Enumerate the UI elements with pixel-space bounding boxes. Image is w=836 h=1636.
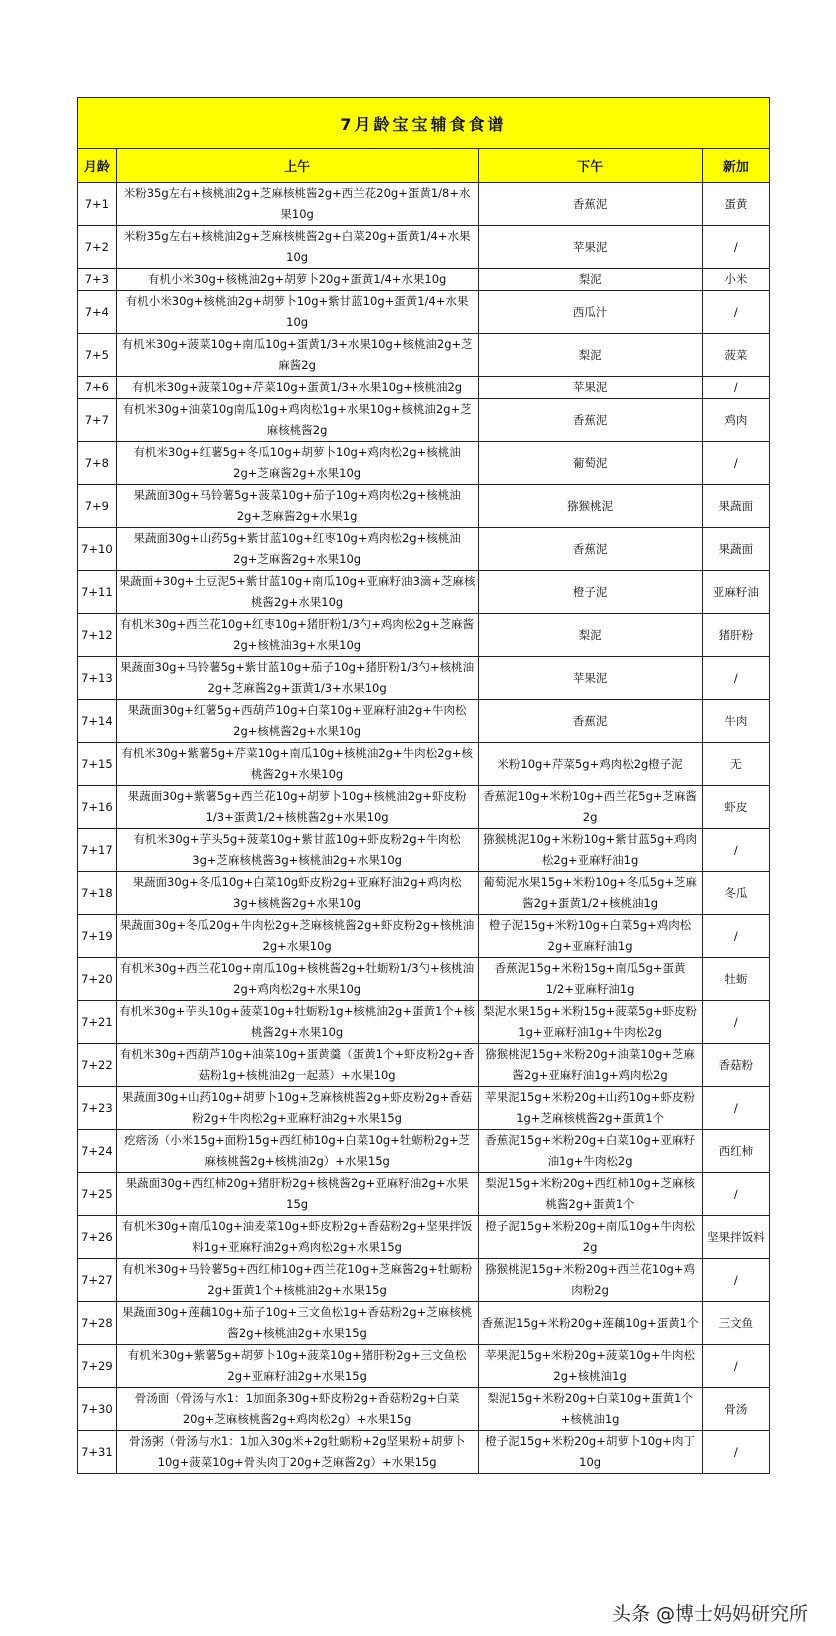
- cell-age: 7+21: [78, 1001, 117, 1044]
- cell-new-food: /: [702, 657, 769, 700]
- cell-morning: 有机米30g+芋头10g+菠菜10g+牡蛎粉1g+核桃油2g+蛋黄1个+核桃酱2g+水果10g: [116, 1001, 478, 1044]
- cell-afternoon: 橙子泥15g+米粉20g+胡萝卜10g+肉丁10g: [478, 1431, 702, 1474]
- cell-morning: 果蔬面30g+红薯5g+西葫芦10g+白菜10g+亚麻籽油2g+牛肉松2g+核桃酱2g+水果10g: [116, 700, 478, 743]
- cell-age: 7+19: [78, 915, 117, 958]
- cell-afternoon: 橙子泥15g+米粉20g+南瓜10g+牛肉松2g: [478, 1216, 702, 1259]
- cell-morning: 骨汤面（骨汤与水1：1加面条30g+虾皮粉2g+香菇粉2g+白菜20g+芝麻核桃酱2g+鸡肉松2g）+水果15g: [116, 1388, 478, 1431]
- cell-age: 7+6: [78, 377, 117, 399]
- cell-age: 7+18: [78, 872, 117, 915]
- cell-afternoon: 猕猴桃泥15g+米粉20g+油菜10g+芝麻酱2g+亚麻籽油1g+鸡肉松2g: [478, 1044, 702, 1087]
- cell-afternoon: 橙子泥: [478, 571, 702, 614]
- cell-new-food: 无: [702, 743, 769, 786]
- table-row: [78, 183, 770, 226]
- table-row: [78, 1345, 770, 1388]
- cell-afternoon: 橙子泥15g+米粉10g+白菜5g+鸡肉松2g+亚麻籽油1g: [478, 915, 702, 958]
- table-row: [78, 1388, 770, 1431]
- cell-morning: 有机米30g+紫薯5g+胡萝卜10g+菠菜10g+猪肝粉2g+三文鱼松2g+亚麻籽油2g+水果15g: [116, 1345, 478, 1388]
- cell-age: 7+14: [78, 700, 117, 743]
- cell-morning: 果蔬面30g+山药10g+胡萝卜10g+芝麻核桃酱2g+虾皮粉2g+香菇粉2g+牛肉松2g+亚麻籽油2g+水果15g: [116, 1087, 478, 1130]
- cell-afternoon: 猕猴桃泥: [478, 485, 702, 528]
- cell-age: 7+3: [78, 269, 117, 291]
- cell-morning: 果蔬面30g+冬瓜20g+牛肉松2g+芝麻核桃酱2g+虾皮粉2g+核桃油2g+水果10g: [116, 915, 478, 958]
- cell-new-food: 三文鱼: [702, 1302, 769, 1345]
- table-title: 7月龄宝宝辅食食谱: [78, 98, 770, 149]
- cell-afternoon: 梨泥: [478, 269, 702, 291]
- table-row: [78, 700, 770, 743]
- cell-morning: 果蔬面+30g+土豆泥5+紫甘蓝10g+南瓜10g+亚麻籽油3滴+芝麻核桃酱2g+水果10g: [116, 571, 478, 614]
- cell-new-food: 香菇粉: [702, 1044, 769, 1087]
- cell-morning: 有机米30g+红薯5g+冬瓜10g+胡萝卜10g+鸡肉松2g+核桃油2g+芝麻酱2g+水果10g: [116, 442, 478, 485]
- table-row: [78, 1001, 770, 1044]
- cell-age: 7+30: [78, 1388, 117, 1431]
- cell-morning: 米粉35g左右+核桃油2g+芝麻核桃酱2g+白菜20g+蛋黄1/4+水果10g: [116, 226, 478, 269]
- header-age: 月龄: [78, 149, 117, 183]
- table-row: [78, 442, 770, 485]
- table-row: [78, 1216, 770, 1259]
- cell-new-food: 坚果拌饭料: [702, 1216, 769, 1259]
- cell-afternoon: 葡萄泥: [478, 442, 702, 485]
- cell-age: 7+27: [78, 1259, 117, 1302]
- cell-afternoon: 梨泥15g+米粉20g+白菜10g+蛋黄1个+核桃油1g: [478, 1388, 702, 1431]
- table-row: [78, 226, 770, 269]
- cell-new-food: 鸡肉: [702, 399, 769, 442]
- cell-new-food: /: [702, 829, 769, 872]
- cell-afternoon: 香蕉泥15g+米粉20g+白菜10g+亚麻籽油1g+牛肉松2g: [478, 1130, 702, 1173]
- cell-morning: 有机米30g+西兰花10g+南瓜10g+核桃酱2g+牡蛎粉1/3勺+核桃油2g+鸡肉松2g+水果10g: [116, 958, 478, 1001]
- cell-age: 7+5: [78, 334, 117, 377]
- cell-age: 7+22: [78, 1044, 117, 1087]
- cell-age: 7+29: [78, 1345, 117, 1388]
- cell-new-food: 虾皮: [702, 786, 769, 829]
- cell-new-food: 猪肝粉: [702, 614, 769, 657]
- table-row: [78, 829, 770, 872]
- table-row: [78, 915, 770, 958]
- cell-age: 7+9: [78, 485, 117, 528]
- cell-age: 7+23: [78, 1087, 117, 1130]
- table-row: [78, 786, 770, 829]
- table-row: [78, 1130, 770, 1173]
- cell-age: 7+31: [78, 1431, 117, 1474]
- cell-afternoon: 猕猴桃泥10g+米粉10g+紫甘蓝5g+鸡肉松2g+亚麻籽油1g: [478, 829, 702, 872]
- cell-morning: 有机米30g+油菜10g南瓜10g+鸡肉松1g+水果10g+核桃油2g+芝麻核桃酱2g: [116, 399, 478, 442]
- cell-new-food: /: [702, 1345, 769, 1388]
- cell-afternoon: 香蕉泥: [478, 700, 702, 743]
- cell-afternoon: 葡萄泥水果15g+米粉10g+冬瓜5g+芝麻酱2g+蛋黄1/2+核桃油1g: [478, 872, 702, 915]
- table-row: [78, 528, 770, 571]
- cell-new-food: /: [702, 291, 769, 334]
- cell-new-food: /: [702, 442, 769, 485]
- cell-new-food: 冬瓜: [702, 872, 769, 915]
- recipe-table: [77, 97, 770, 1474]
- cell-morning: 有机米30g+芋头5g+菠菜10g+紫甘蓝10g+虾皮粉2g+牛肉松3g+芝麻核桃酱3g+核桃油2g+水果10g: [116, 829, 478, 872]
- cell-afternoon: 梨泥: [478, 614, 702, 657]
- watermark-text: 头条 @博士妈妈研究所: [611, 1603, 808, 1625]
- cell-age: 7+25: [78, 1173, 117, 1216]
- table-row: [78, 1173, 770, 1216]
- cell-afternoon: 苹果泥: [478, 226, 702, 269]
- cell-morning: 有机米30g+紫薯5g+芹菜10g+南瓜10g+核桃油2g+牛肉松2g+核桃酱2g+水果10g: [116, 743, 478, 786]
- cell-age: 7+11: [78, 571, 117, 614]
- cell-morning: 有机米30g+南瓜10g+油麦菜10g+虾皮粉2g+香菇粉2g+坚果拌饭料1g+亚麻籽油2g+鸡肉松2g+水果15g: [116, 1216, 478, 1259]
- cell-afternoon: 香蕉泥15g+米粉15g+南瓜5g+蛋黄1/2+亚麻籽油1g: [478, 958, 702, 1001]
- cell-age: 7+17: [78, 829, 117, 872]
- cell-new-food: 小米: [702, 269, 769, 291]
- cell-morning: 疙瘩汤（小米15g+面粉15g+西红柿10g+白菜10g+牡蛎粉2g+芝麻核桃酱2g+核桃油2g）+水果15g: [116, 1130, 478, 1173]
- cell-new-food: /: [702, 1431, 769, 1474]
- cell-morning: 米粉35g左右+核桃油2g+芝麻核桃酱2g+西兰花20g+蛋黄1/8+水果10g: [116, 183, 478, 226]
- cell-new-food: /: [702, 377, 769, 399]
- cell-morning: 骨汤粥（骨汤与水1：1加入30g米+2g牡蛎粉+2g坚果粉+胡萝卜10g+菠菜10g+骨头肉丁20g+芝麻酱2g）+水果15g: [116, 1431, 478, 1474]
- cell-age: 7+2: [78, 226, 117, 269]
- cell-afternoon: 梨泥: [478, 334, 702, 377]
- table-row: [78, 872, 770, 915]
- cell-age: 7+20: [78, 958, 117, 1001]
- cell-age: 7+13: [78, 657, 117, 700]
- table-row: [78, 399, 770, 442]
- cell-afternoon: 苹果泥: [478, 657, 702, 700]
- table-row: [78, 291, 770, 334]
- cell-morning: 果蔬面30g+莲藕10g+茄子10g+三文鱼松1g+香菇粉2g+芝麻核桃酱2g+核桃油2g+水果15g: [116, 1302, 478, 1345]
- cell-new-food: 骨汤: [702, 1388, 769, 1431]
- cell-new-food: /: [702, 1173, 769, 1216]
- cell-morning: 有机小米30g+核桃油2g+胡萝卜10g+紫甘蓝10g+蛋黄1/4+水果10g: [116, 291, 478, 334]
- cell-morning: 有机小米30g+核桃油2g+胡萝卜20g+蛋黄1/4+水果10g: [116, 269, 478, 291]
- cell-afternoon: 香蕉泥: [478, 183, 702, 226]
- cell-morning: 有机米30g+马铃薯5g+西红柿10g+西兰花10g+芝麻酱2g+牡蛎粉2g+蛋黄1个+核桃油2g+水果15g: [116, 1259, 478, 1302]
- table-row: [78, 1431, 770, 1474]
- cell-new-food: /: [702, 1259, 769, 1302]
- cell-afternoon: 香蕉泥10g+米粉10g+西兰花5g+芝麻酱2g: [478, 786, 702, 829]
- cell-age: 7+12: [78, 614, 117, 657]
- cell-age: 7+28: [78, 1302, 117, 1345]
- table-row: [78, 485, 770, 528]
- table-row: [78, 958, 770, 1001]
- cell-new-food: 果蔬面: [702, 485, 769, 528]
- cell-new-food: 亚麻籽油: [702, 571, 769, 614]
- header-am: 上午: [116, 149, 478, 183]
- cell-new-food: /: [702, 226, 769, 269]
- cell-afternoon: 苹果泥15g+米粉20g+山药10g+虾皮粉1g+芝麻核桃酱2g+蛋黄1个: [478, 1087, 702, 1130]
- cell-new-food: /: [702, 915, 769, 958]
- cell-age: 7+1: [78, 183, 117, 226]
- cell-afternoon: 香蕉泥15g+米粉20g+莲藕10g+蛋黄1个: [478, 1302, 702, 1345]
- cell-new-food: 牡蛎: [702, 958, 769, 1001]
- cell-age: 7+15: [78, 743, 117, 786]
- cell-afternoon: 香蕉泥: [478, 399, 702, 442]
- table-row: [78, 571, 770, 614]
- cell-age: 7+16: [78, 786, 117, 829]
- cell-age: 7+8: [78, 442, 117, 485]
- cell-age: 7+10: [78, 528, 117, 571]
- cell-morning: 有机米30g+菠菜10g+南瓜10g+蛋黄1/3+水果10g+核桃油2g+芝麻酱2g: [116, 334, 478, 377]
- cell-new-food: 菠菜: [702, 334, 769, 377]
- table-row: [78, 1044, 770, 1087]
- cell-morning: 果蔬面30g+马铃薯5g+紫甘蓝10g+茄子10g+猪肝粉1/3勺+核桃油2g+芝麻酱2g+蛋黄1/3+水果10g: [116, 657, 478, 700]
- cell-new-food: 西红柿: [702, 1130, 769, 1173]
- cell-afternoon: 香蕉泥: [478, 528, 702, 571]
- cell-age: 7+7: [78, 399, 117, 442]
- cell-morning: 有机米30g+菠菜10g+芹菜10g+蛋黄1/3+水果10g+核桃油2g: [116, 377, 478, 399]
- table-row: [78, 377, 770, 399]
- table-row: [78, 1259, 770, 1302]
- header-pm: 下午: [478, 149, 702, 183]
- cell-age: 7+24: [78, 1130, 117, 1173]
- cell-new-food: 果蔬面: [702, 528, 769, 571]
- header-new: 新加: [702, 149, 769, 183]
- cell-new-food: /: [702, 1087, 769, 1130]
- cell-morning: 有机米30g+西兰花10g+红枣10g+猪肝粉1/3勺+鸡肉松2g+芝麻酱2g+核桃油3g+水果10g: [116, 614, 478, 657]
- recipe-sheet: [77, 97, 770, 1474]
- table-row: [78, 657, 770, 700]
- cell-afternoon: 梨泥水果15g+米粉15g+菠菜5g+虾皮粉1g+亚麻籽油1g+牛肉松2g: [478, 1001, 702, 1044]
- title-row: [78, 98, 770, 149]
- table-row: [78, 614, 770, 657]
- cell-new-food: 牛肉: [702, 700, 769, 743]
- cell-morning: 有机米30g+西葫芦10g+油菜10g+蛋黄羹（蛋黄1个+虾皮粉2g+香菇粉1g+核桃油2g一起蒸）+水果10g: [116, 1044, 478, 1087]
- table-row: [78, 269, 770, 291]
- cell-afternoon: 梨泥15g+米粉20g+西红柿10g+芝麻核桃酱2g+蛋黄1个: [478, 1173, 702, 1216]
- cell-morning: 果蔬面30g+冬瓜10g+白菜10g虾皮粉2g+亚麻籽油2g+鸡肉松3g+核桃酱2g+水果10g: [116, 872, 478, 915]
- cell-afternoon: 西瓜汁: [478, 291, 702, 334]
- table-row: [78, 1087, 770, 1130]
- cell-age: 7+4: [78, 291, 117, 334]
- cell-age: 7+26: [78, 1216, 117, 1259]
- cell-morning: 果蔬面30g+马铃薯5g+菠菜10g+茄子10g+鸡肉松2g+核桃油2g+芝麻酱2g+水果1g: [116, 485, 478, 528]
- cell-afternoon: 苹果泥15g+米粉20g+菠菜10g+牛肉松2g+核桃油1g: [478, 1345, 702, 1388]
- cell-morning: 果蔬面30g+西红柿20g+猪肝粉2g+核桃酱2g+亚麻籽油2g+水果15g: [116, 1173, 478, 1216]
- cell-afternoon: 苹果泥: [478, 377, 702, 399]
- cell-afternoon: 猕猴桃泥15g+米粉20g+西兰花10g+鸡肉粉2g: [478, 1259, 702, 1302]
- cell-new-food: 蛋黄: [702, 183, 769, 226]
- cell-new-food: /: [702, 1001, 769, 1044]
- header-row: [78, 149, 770, 183]
- table-row: [78, 1302, 770, 1345]
- table-row: [78, 334, 770, 377]
- table-row: [78, 743, 770, 786]
- cell-afternoon: 米粉10g+芹菜5g+鸡肉松2g橙子泥: [478, 743, 702, 786]
- cell-morning: 果蔬面30g+山药5g+紫甘蓝10g+红枣10g+鸡肉松2g+核桃油2g+芝麻酱2g+水果10g: [116, 528, 478, 571]
- cell-morning: 果蔬面30g+紫薯5g+西兰花10g+胡萝卜10g+核桃油2g+虾皮粉1/3+蛋黄1/2+核桃酱2g+水果10g: [116, 786, 478, 829]
